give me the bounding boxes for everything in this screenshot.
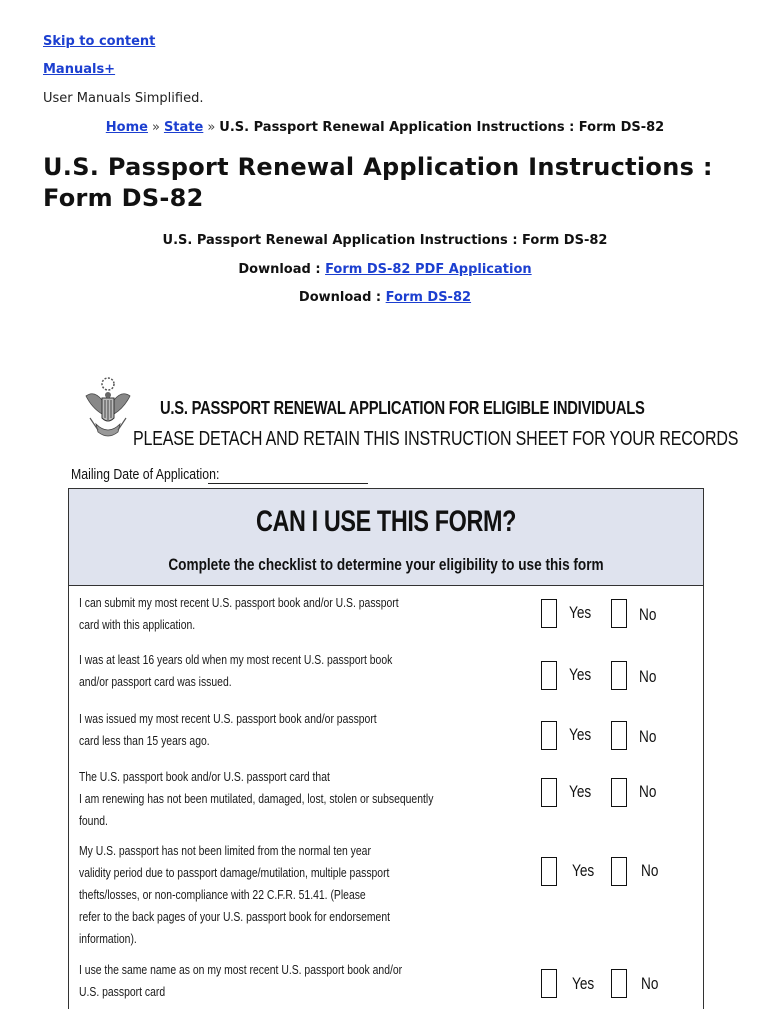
- no-label: No: [639, 782, 657, 801]
- breadcrumb-state-link[interactable]: State: [163, 120, 204, 135]
- question-line: U.S. passport card: [79, 984, 166, 999]
- checklist-question-1: [79, 592, 399, 636]
- yes-checkbox[interactable]: [541, 969, 557, 998]
- checklist-subtitle: Complete the checklist to determine your eligibility to use this form: [168, 555, 604, 574]
- download-pdf-application-link[interactable]: Form DS-82 PDF Application: [325, 262, 532, 277]
- question-line: thefts/losses, or non-compliance with 22 C.F.R. 51.41. (Please: [79, 887, 366, 902]
- checklist-question-3: [79, 708, 377, 752]
- yes-label: Yes: [569, 603, 592, 622]
- no-label: No: [639, 667, 657, 686]
- question-line: I use the same name as on my most recent U.S. passport book and/or: [79, 962, 403, 977]
- yes-label: Yes: [572, 974, 595, 993]
- download-line-1: [0, 262, 770, 277]
- checklist-question-6: [79, 959, 402, 1003]
- checklist-title: CAN I USE THIS FORM?: [255, 505, 517, 538]
- yes-checkbox[interactable]: [541, 599, 557, 628]
- no-label: No: [641, 861, 659, 880]
- form-subheading: PLEASE DETACH AND RETAIN THIS INSTRUCTION SHEET FOR YOUR RECORDS: [133, 428, 739, 450]
- breadcrumb-separator: »: [151, 120, 160, 135]
- yes-label: Yes: [569, 782, 592, 801]
- question-line: card less than 15 years ago.: [79, 733, 210, 748]
- question-line: found.: [79, 813, 108, 828]
- yes-label: Yes: [569, 725, 592, 744]
- yes-checkbox[interactable]: [541, 857, 557, 886]
- no-checkbox[interactable]: [611, 599, 627, 628]
- question-line: The U.S. passport book and/or U.S. passport card that: [79, 769, 330, 784]
- breadcrumb-separator: »: [207, 120, 216, 135]
- no-checkbox[interactable]: [611, 857, 627, 886]
- checklist-question-2: [79, 649, 392, 693]
- yes-checkbox[interactable]: [541, 661, 557, 690]
- yes-label: Yes: [569, 665, 592, 684]
- download-form-link[interactable]: Form DS-82: [385, 290, 472, 305]
- breadcrumb-home-link[interactable]: Home: [105, 120, 148, 135]
- checklist-question-5: [79, 840, 390, 950]
- question-line: I was at least 16 years old when my most recent U.S. passport book: [79, 652, 393, 667]
- yes-label: Yes: [572, 861, 595, 880]
- no-checkbox[interactable]: [611, 969, 627, 998]
- no-checkbox[interactable]: [611, 778, 627, 807]
- yes-checkbox[interactable]: [541, 721, 557, 750]
- site-brand-link[interactable]: Manuals+: [43, 62, 116, 77]
- question-line: My U.S. passport has not been limited from the normal ten year: [79, 843, 371, 858]
- question-line: card with this application.: [79, 617, 196, 632]
- question-line: I am renewing has not been mutilated, damaged, lost, stolen or subsequently: [79, 791, 434, 806]
- skip-to-content-link[interactable]: Skip to content: [43, 34, 156, 49]
- form-ds82-image: [68, 372, 739, 999]
- no-label: No: [639, 605, 657, 624]
- no-checkbox[interactable]: [611, 661, 627, 690]
- question-line: and/or passport card was issued.: [79, 674, 232, 689]
- checklist-question-4: [79, 766, 433, 832]
- checklist-header: [69, 489, 703, 586]
- no-checkbox[interactable]: [611, 721, 627, 750]
- breadcrumb-current: U.S. Passport Renewal Application Instructions : Form DS-82: [219, 120, 665, 135]
- eligibility-checklist: [68, 488, 704, 1009]
- download-label: Download :: [298, 290, 382, 305]
- site-tagline: User Manuals Simplified.: [43, 91, 204, 106]
- download-label: Download :: [238, 262, 321, 277]
- mailing-date-label: Mailing Date of Application:: [71, 466, 220, 483]
- question-line: refer to the back pages of your U.S. passport book for endorsement: [79, 909, 391, 924]
- mailing-date-line: [208, 483, 368, 484]
- yes-checkbox[interactable]: [541, 778, 557, 807]
- content-subtitle: U.S. Passport Renewal Application Instructions : Form DS-82: [162, 233, 608, 248]
- breadcrumb: [0, 120, 770, 135]
- question-line: I can submit my most recent U.S. passport book and/or U.S. passport: [79, 595, 399, 610]
- question-line: I was issued my most recent U.S. passport book and/or passport: [79, 711, 377, 726]
- form-heading: U.S. PASSPORT RENEWAL APPLICATION FOR ELIGIBLE INDIVIDUALS: [160, 398, 645, 418]
- page-title: U.S. Passport Renewal Application Instructions : Form DS-82: [43, 153, 713, 212]
- question-line: validity period due to passport damage/mutilation, multiple passport: [79, 865, 390, 880]
- question-line: information).: [79, 931, 137, 946]
- download-line-2: [0, 290, 770, 305]
- us-seal-icon: [80, 374, 136, 444]
- no-label: No: [639, 727, 657, 746]
- no-label: No: [641, 974, 659, 993]
